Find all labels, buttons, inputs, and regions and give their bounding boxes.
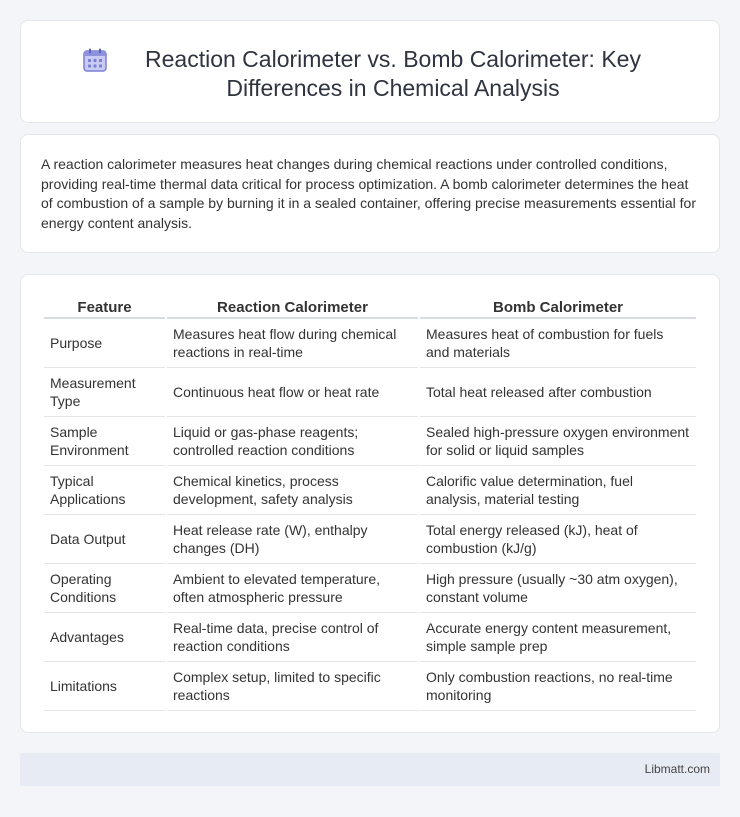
feature-cell: Advantages [44, 613, 165, 662]
feature-cell: Sample Environment [44, 417, 165, 466]
reaction-calorimeter-cell: Chemical kinetics, process development, safety analysis [167, 466, 418, 515]
reaction-calorimeter-cell: Measures heat flow during chemical reactions in real-time [167, 319, 418, 368]
bomb-calorimeter-cell: High pressure (usually ~30 atm oxygen), constant volume [420, 564, 696, 613]
reaction-calorimeter-cell: Real-time data, precise control of reaction conditions [167, 613, 418, 662]
table-row [44, 319, 696, 368]
table-row [44, 564, 696, 613]
header-feature: Feature [44, 295, 165, 319]
bomb-calorimeter-cell: Sealed high-pressure oxygen environment for solid or liquid samples [420, 417, 696, 466]
calendar-icon [82, 47, 108, 73]
reaction-calorimeter-cell: Complex setup, limited to specific reactions [167, 662, 418, 711]
table-row [44, 466, 696, 515]
comparison-table [42, 295, 698, 711]
footer [20, 753, 720, 786]
table-row [44, 368, 696, 417]
title-card [20, 20, 720, 123]
bomb-calorimeter-cell: Accurate energy content measurement, simple sample prep [420, 613, 696, 662]
table-row [44, 613, 696, 662]
intro-paragraph: A reaction calorimeter measures heat changes during chemical reactions under controlled conditions, providing real-time thermal data critical for process optimization. A bomb calorimeter determines the heat of combustion of a sample by burning it in a sealed container, offering precise measurements essential for energy content analysis. [41, 156, 696, 231]
feature-cell: Data Output [44, 515, 165, 564]
table-row [44, 515, 696, 564]
header-bomb-calorimeter: Bomb Calorimeter [420, 295, 696, 319]
table-header-row [44, 295, 696, 319]
intro-card [20, 134, 720, 253]
page-title: Reaction Calorimeter vs. Bomb Calorimeter: Key Differences in Chemical Analysis [145, 46, 641, 101]
reaction-calorimeter-cell: Ambient to elevated temperature, often atmospheric pressure [167, 564, 418, 613]
feature-cell: Measurement Type [44, 368, 165, 417]
bomb-calorimeter-cell: Total energy released (kJ), heat of combustion (kJ/g) [420, 515, 696, 564]
reaction-calorimeter-cell: Heat release rate (W), enthalpy changes (DH) [167, 515, 418, 564]
reaction-calorimeter-cell: Liquid or gas-phase reagents; controlled reaction conditions [167, 417, 418, 466]
bomb-calorimeter-cell: Total heat released after combustion [420, 368, 696, 417]
feature-cell: Purpose [44, 319, 165, 368]
feature-cell: Operating Conditions [44, 564, 165, 613]
bomb-calorimeter-cell: Measures heat of combustion for fuels and materials [420, 319, 696, 368]
header-reaction-calorimeter: Reaction Calorimeter [167, 295, 418, 319]
comparison-card [20, 274, 720, 733]
reaction-calorimeter-cell: Continuous heat flow or heat rate [167, 368, 418, 417]
bomb-calorimeter-cell: Only combustion reactions, no real-time monitoring [420, 662, 696, 711]
table-row [44, 662, 696, 711]
feature-cell: Typical Applications [44, 466, 165, 515]
table-row [44, 417, 696, 466]
footer-site-link[interactable]: Libmatt.com [644, 762, 710, 776]
bomb-calorimeter-cell: Calorific value determination, fuel analysis, material testing [420, 466, 696, 515]
feature-cell: Limitations [44, 662, 165, 711]
